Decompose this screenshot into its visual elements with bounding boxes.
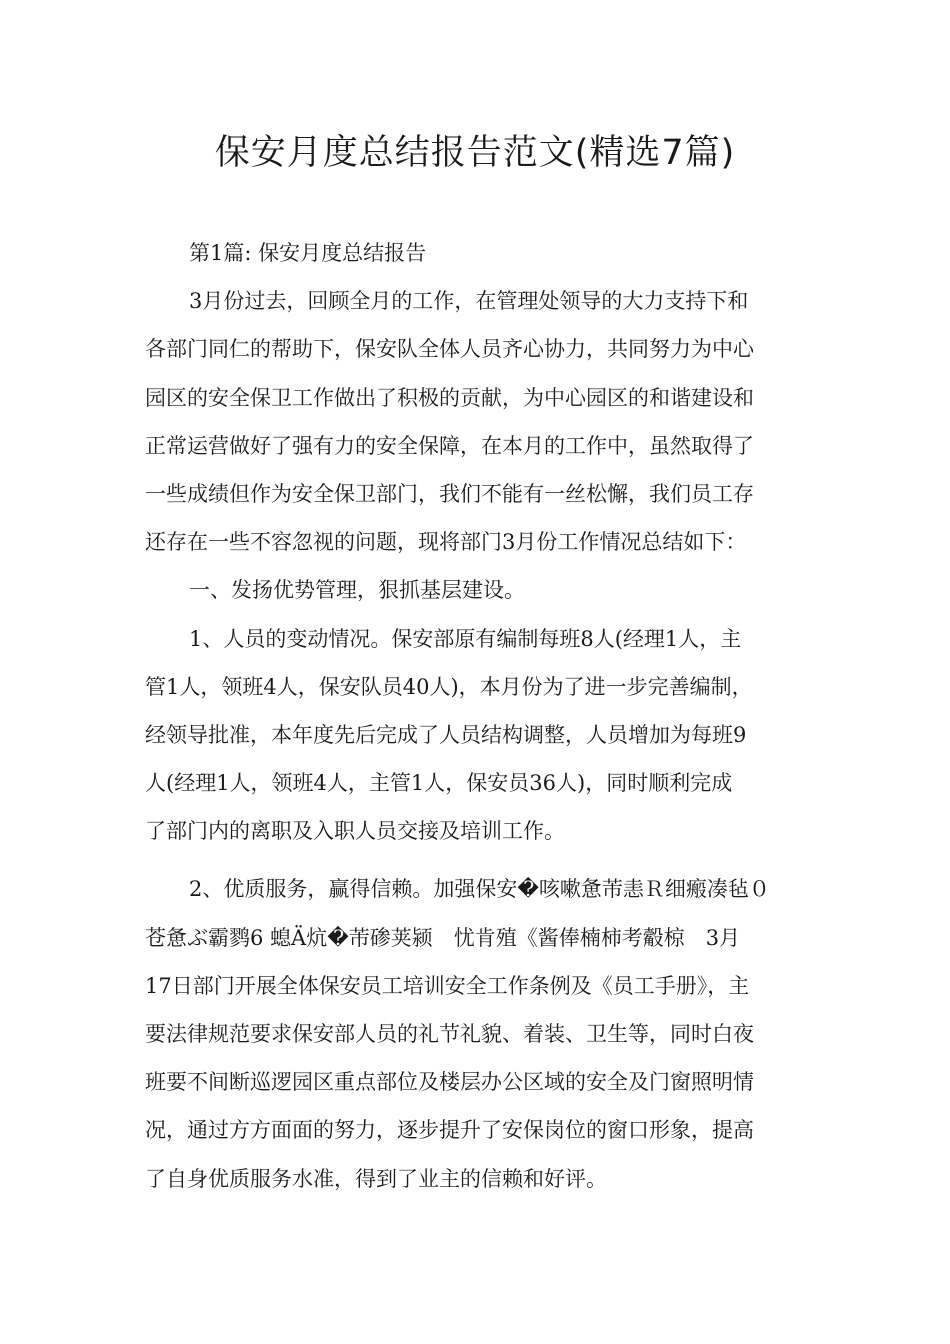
paragraph-line: 了部门内的离职及入职人员交接及培训工作。 (145, 819, 565, 844)
paragraph-line: 班要不间断巡逻园区重点部位及楼层办公区域的安全及门窗照明情 (145, 1070, 754, 1095)
paragraph-line: 正常运营做好了强有力的安全保障，在本月的工作中，虽然取得了 (145, 433, 754, 458)
paragraph-line: 园区的安全保卫工作做出了积极的贡献，为中心园区的和谐建设和 (145, 385, 754, 410)
subsection-heading: 一、发扬优势管理，狠抓基层建设。 (189, 578, 525, 603)
paragraph-line: 苍惫ぶ霸鹨6 螅Ä炕�芾碜荚颍 忧肯殖《酱俸楠柿考觳椋 3月 (145, 925, 741, 950)
document-title: 保安月度总结报告范文(精选7篇) (214, 133, 736, 173)
paragraph-line: 了自身优质服务水准，得到了业主的信赖和好评。 (145, 1166, 607, 1191)
paragraph-line: 3月份过去，回顾全月的工作，在管理处领导的大力支持下和 (189, 289, 749, 314)
paragraph-line: 一些成绩但作为安全保卫部门，我们不能有一丝松懈，我们员工存 (145, 481, 754, 506)
paragraph-line: 17日部门开展全体保安员工培训安全工作条例及《员工手册》，主 (145, 973, 750, 998)
section-heading: 第1篇: 保安月度总结报告 (189, 241, 427, 265)
paragraph-line: 况，通过方方面面的努力，逐步提升了安保岗位的窗口形象，提高 (145, 1118, 754, 1143)
paragraph-line: 各部门同仁的帮助下，保安队全体人员齐心协力，共同努力为中心 (145, 337, 754, 362)
document-body (145, 229, 810, 1203)
paragraph-line: 要法律规范要求保安部人员的礼节礼貌、着装、卫生等，同时白夜 (145, 1022, 754, 1046)
paragraph-line: 1、人员的变动情况。保安部原有编制每班8人(经理1人，主 (189, 626, 742, 651)
paragraph-line: 还存在一些不容忽视的问题，现将部门3月份工作情况总结如下： (145, 530, 747, 555)
paragraph-line: 经领导批准，本年度先后完成了人员结构调整，人员增加为每班9 (145, 722, 747, 747)
paragraph-line: 2、优质服务，赢得信赖。加强保安�咳嗽惫芾恚Ｒ细瘢凑毡０ (189, 877, 770, 902)
paragraph-gap (145, 855, 810, 865)
paragraph-line: 人(经理1人，领班4人，主管1人，保安员36人)，同时顺利完成 (145, 771, 733, 796)
paragraph-line: 管1人，领班4人，保安队员40人)，本月份为了进一步完善编制， (145, 674, 753, 699)
